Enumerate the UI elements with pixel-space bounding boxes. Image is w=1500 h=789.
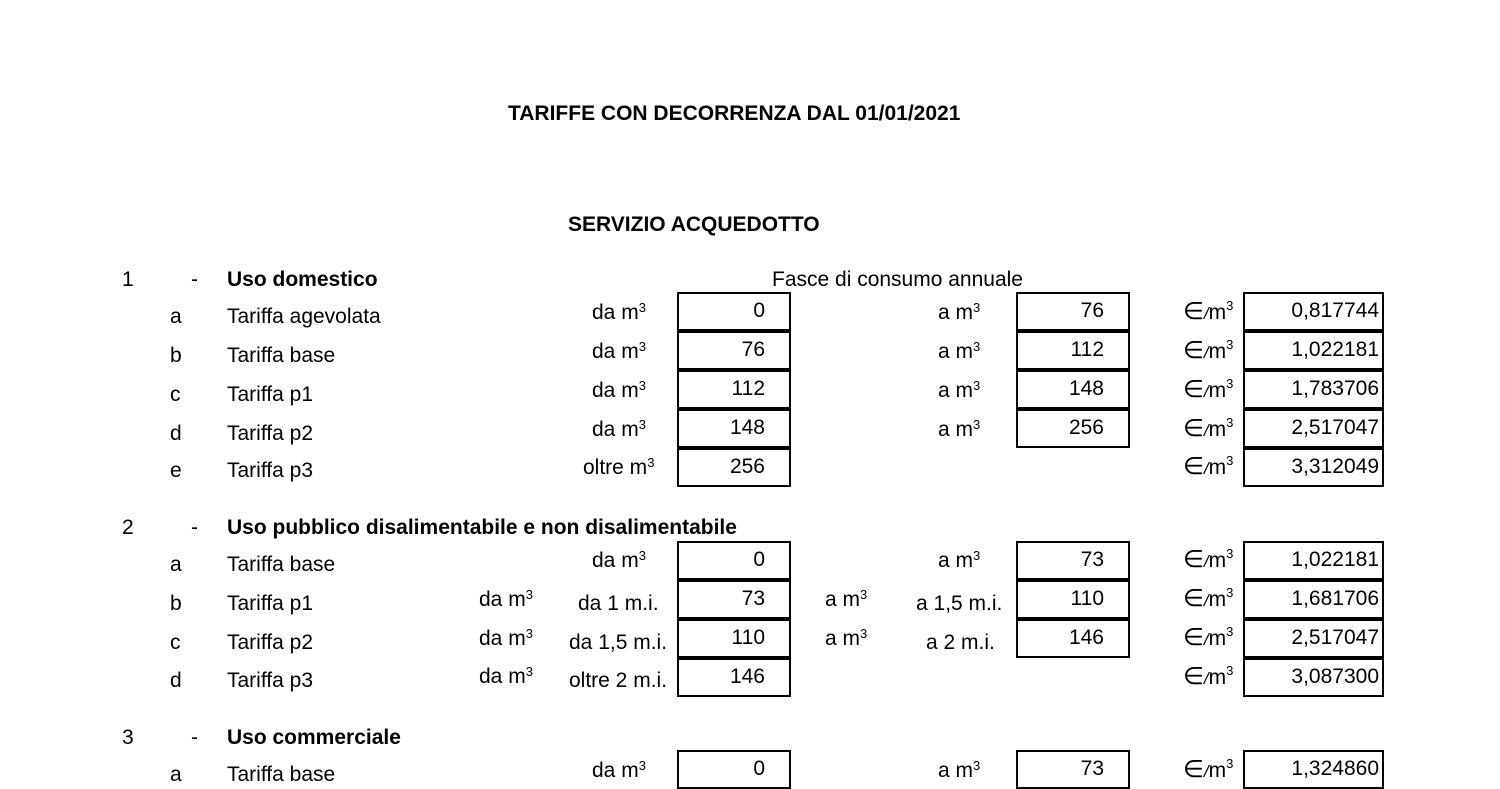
section-title: Uso commerciale (227, 726, 401, 749)
to-value-cell: 110 (1016, 580, 1130, 619)
price-cell: 2,517047 (1243, 619, 1384, 658)
price-cell: 3,312049 (1243, 448, 1384, 487)
section-dash: - (191, 726, 198, 749)
from-label: da $m^3$ (592, 548, 646, 572)
price-cell: 3,087300 (1243, 658, 1384, 697)
from-label: da $m^3$ (479, 664, 533, 688)
from-value-cell: 148 (677, 409, 791, 448)
section-dash: - (191, 268, 198, 291)
price-cell: 1,681706 (1243, 580, 1384, 619)
section-number: 2 (122, 516, 134, 539)
row-letter: a (170, 763, 182, 786)
to-value-cell: 112 (1016, 331, 1130, 370)
from-label: da $m^3$ (479, 587, 533, 611)
price-cell: 0,817744 (1243, 292, 1384, 331)
from-value-cell: 110 (677, 619, 791, 658)
row-letter: d (170, 669, 182, 692)
tariff-name: Tariffa agevolata (227, 305, 381, 328)
from-note: da 1 m.i. (578, 592, 659, 615)
from-value-cell: 73 (677, 580, 791, 619)
to-value-cell: 73 (1016, 541, 1130, 580)
euro-per-m3-label: $\in/m^3$ (1183, 453, 1234, 480)
from-label: da $m^3$ (592, 300, 646, 324)
row-letter: d (170, 422, 182, 445)
tariff-name: Tariffa p3 (227, 669, 313, 692)
euro-per-m3-label: $\in/m^3$ (1183, 298, 1234, 325)
row-letter: c (170, 631, 181, 654)
to-label: a $m^3$ (938, 378, 981, 402)
from-value-cell: 0 (677, 750, 791, 789)
from-label: oltre $m^3$ (583, 455, 655, 479)
euro-per-m3-label: $\in/m^3$ (1183, 624, 1234, 651)
to-label: a $m^3$ (938, 417, 981, 441)
price-cell: 2,517047 (1243, 409, 1384, 448)
row-letter: a (170, 305, 182, 328)
section-number: 1 (122, 268, 134, 291)
tariff-name: Tariffa p3 (227, 459, 313, 482)
tariff-name: Tariffa base (227, 553, 336, 576)
price-cell: 1,022181 (1243, 331, 1384, 370)
to-label: a $m^3$ (938, 339, 981, 363)
euro-per-m3-label: $\in/m^3$ (1183, 376, 1234, 403)
from-note: oltre 2 m.i. (569, 669, 668, 692)
to-value-cell: 73 (1016, 750, 1130, 789)
row-letter: b (170, 592, 182, 615)
to-value-cell: 76 (1016, 292, 1130, 331)
to-label: a $m^3$ (938, 758, 981, 782)
row-letter: b (170, 344, 182, 367)
to-label: a $m^3$ (825, 626, 868, 650)
to-value-cell: 148 (1016, 370, 1130, 409)
from-value-cell: 112 (677, 370, 791, 409)
to-note: a 1,5 m.i. (916, 592, 1003, 615)
section-dash: - (191, 516, 198, 539)
row-letter: a (170, 553, 182, 576)
tariff-name: Tariffa p2 (227, 422, 313, 445)
price-cell: 1,022181 (1243, 541, 1384, 580)
from-value-cell: 0 (677, 541, 791, 580)
tariff-name: Tariffa p1 (227, 592, 313, 615)
section-number: 3 (122, 726, 134, 749)
to-label: a $m^3$ (825, 587, 868, 611)
euro-per-m3-label: $\in/m^3$ (1183, 585, 1234, 612)
from-label: da $m^3$ (592, 417, 646, 441)
euro-per-m3-label: $\in/m^3$ (1183, 337, 1234, 364)
tariff-name: Tariffa p1 (227, 383, 313, 406)
to-value-cell: 256 (1016, 409, 1130, 448)
from-label: da $m^3$ (592, 758, 646, 782)
from-note: da 1,5 m.i. (569, 631, 668, 654)
to-value-cell: 146 (1016, 619, 1130, 658)
section-title: Uso pubblico disalimentabile e non disalimentabile (227, 516, 737, 539)
from-label: da $m^3$ (592, 339, 646, 363)
tariff-name: Tariffa p2 (227, 631, 313, 654)
to-note: a 2 m.i. (926, 631, 995, 654)
row-letter: e (170, 459, 182, 482)
service-title: SERVIZIO ACQUEDOTTO (568, 213, 820, 236)
from-value-cell: 0 (677, 292, 791, 331)
tariff-name: Tariffa base (227, 344, 336, 367)
from-value-cell: 256 (677, 448, 791, 487)
tariff-name: Tariffa base (227, 763, 336, 786)
price-cell: 1,324860 (1243, 750, 1384, 789)
euro-per-m3-label: $\in/m^3$ (1183, 756, 1234, 783)
consumption-bands-label: Fasce di consumo annuale (772, 268, 1023, 291)
section-title: Uso domestico (227, 268, 378, 291)
from-value-cell: 146 (677, 658, 791, 697)
price-cell: 1,783706 (1243, 370, 1384, 409)
euro-per-m3-label: $\in/m^3$ (1183, 663, 1234, 690)
euro-per-m3-label: $\in/m^3$ (1183, 546, 1234, 573)
to-label: a $m^3$ (938, 300, 981, 324)
from-label: da $m^3$ (592, 378, 646, 402)
from-value-cell: 76 (677, 331, 791, 370)
to-label: a $m^3$ (938, 548, 981, 572)
row-letter: c (170, 383, 181, 406)
page-title: TARIFFE CON DECORRENZA DAL 01/01/2021 (508, 102, 961, 125)
euro-per-m3-label: $\in/m^3$ (1183, 415, 1234, 442)
from-label: da $m^3$ (479, 626, 533, 650)
